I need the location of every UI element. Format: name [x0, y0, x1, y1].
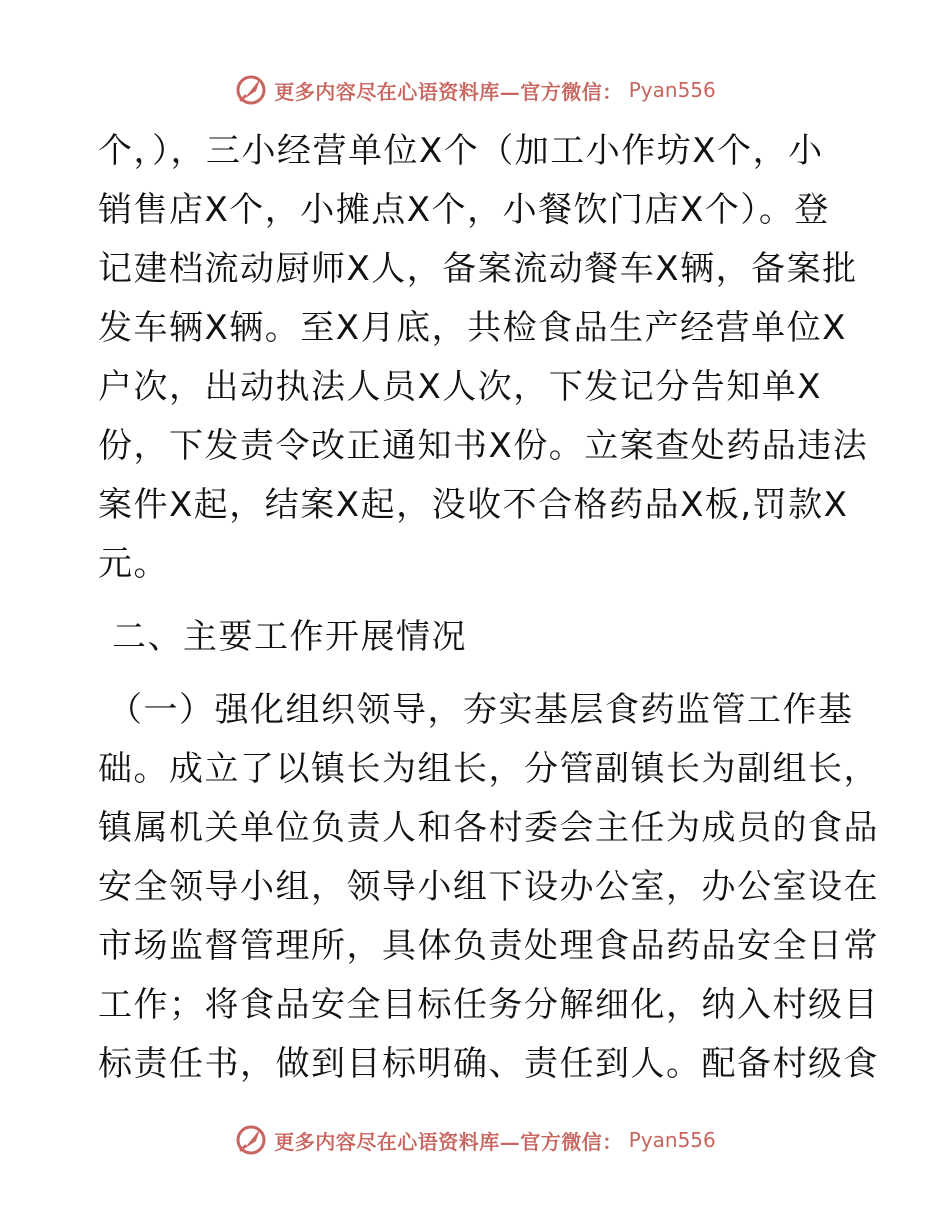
- text-line: 元。: [98, 544, 169, 584]
- text-line: 工作；将食品安全目标任务分解细化，纳入村级目: [98, 985, 879, 1025]
- footer-watermark: [0, 1120, 950, 1160]
- text-line: 个，），三小经营单位X个（加工小作坊X个，小: [98, 131, 824, 171]
- watermark-handle: Pyan556: [628, 78, 716, 102]
- text-line: 记建档流动厨师X人，备案流动餐车X辆，备案批: [98, 249, 858, 289]
- paragraph-organization: [98, 681, 879, 1094]
- section-heading: 二、主要工作开展情况: [112, 617, 467, 657]
- text-line: 份，下发责令改正通知书X份。立案查处药品违法: [98, 426, 869, 466]
- text-line: 发车辆X辆。至X月底，共检食品生产经营单位X: [98, 308, 847, 348]
- text-line: 础。成立了以镇长为组长，分管副镇长为副组长，: [98, 749, 879, 789]
- text-line: 案件X起，结案X起，没收不合格药品X板,罚款X: [98, 485, 849, 525]
- text-line: 镇属机关单位负责人和各村委会主任为成员的食品: [98, 808, 879, 848]
- paragraph-stats: [98, 122, 869, 594]
- text-line: 标责任书，做到目标明确、责任到人。配备村级食: [98, 1044, 879, 1084]
- text-line: 市场监督管理所，具体负责处理食品药品安全日常: [98, 926, 879, 966]
- text-line: 安全领导小组，领导小组下设办公室，办公室设在: [98, 867, 879, 907]
- header-watermark: [0, 70, 950, 110]
- text-line: 销售店X个，小摊点X个，小餐饮门店X个）。登: [98, 190, 830, 230]
- text-line: （一）强化组织领导，夯实基层食药监管工作基: [108, 690, 854, 730]
- quill-logo-icon: [234, 73, 268, 107]
- watermark-text: 更多内容尽在心语资料库—官方微信：: [274, 79, 623, 104]
- watermark-text: 更多内容尽在心语资料库—官方微信：: [274, 1129, 623, 1154]
- watermark-handle: Pyan556: [628, 1128, 716, 1152]
- text-line: 户次，出动执法人员X人次，下发记分告知单X: [98, 367, 823, 407]
- document-body: [98, 122, 879, 1094]
- quill-logo-icon: [234, 1123, 268, 1157]
